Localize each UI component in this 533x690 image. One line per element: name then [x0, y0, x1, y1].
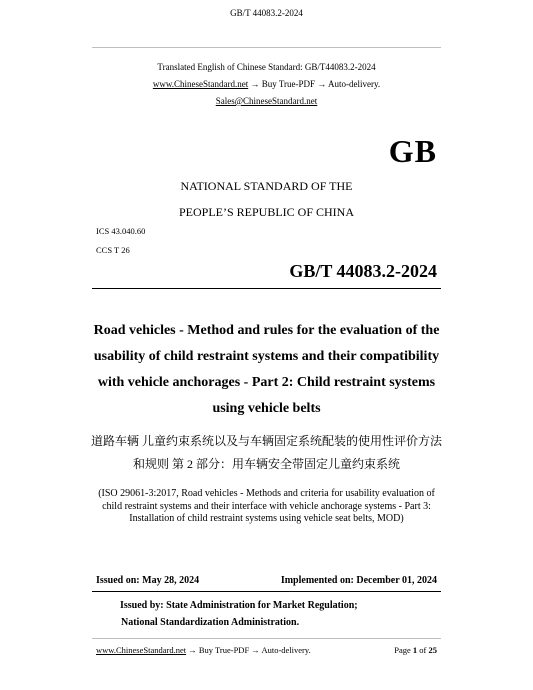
- footer-chinesestandard-link[interactable]: www.ChineseStandard.net: [96, 645, 187, 655]
- footer-rule: [92, 638, 441, 639]
- ccs-code: CCS T 26: [96, 245, 130, 255]
- dates-rule: [92, 591, 441, 592]
- page-total: 25: [428, 645, 437, 655]
- page-indicator: [394, 645, 437, 655]
- iso-note-line: Installation of child restraint systems using vehicle seat belts, MOD): [129, 513, 404, 524]
- chinese-title: [0, 430, 533, 476]
- issuer-block: [120, 597, 358, 631]
- chinese-title-line: 道路车辆 儿童约束系统以及与车辆固定系统配装的使用性评价方法: [90, 434, 442, 448]
- footer-buy-text: → Buy True-PDF → Auto-delivery.: [186, 645, 311, 655]
- email-line: [0, 95, 533, 108]
- chinese-title-line: 和规则 第 2 部分：用车辆安全带固定儿童约束系统: [132, 457, 400, 471]
- english-title: [0, 318, 533, 422]
- page-label: Page: [394, 645, 411, 655]
- title-line: Road vehicles - Method and rules for the evaluation of the: [93, 323, 440, 338]
- issuer-line: National Standardization Administration.: [121, 617, 300, 628]
- national-standard-line1: NATIONAL STANDARD OF THE: [180, 179, 353, 193]
- chinesestandard-link[interactable]: www.ChineseStandard.net: [152, 79, 249, 89]
- standard-number: GB/T 44083.2-2024: [289, 261, 437, 281]
- title-line: usability of child restraint systems and their compatibility: [93, 349, 440, 364]
- sales-email-link[interactable]: Sales@ChineseStandard.net: [215, 96, 318, 106]
- header-rule: [92, 47, 441, 48]
- footer-buy-line: [96, 645, 311, 655]
- gb-mark: GB: [388, 133, 437, 169]
- ics-code: ICS 43.040.60: [96, 226, 146, 236]
- translation-note: Translated English of Chinese Standard: GB/T44083.2-2024: [157, 62, 376, 72]
- national-standard-line2: PEOPLE’S REPUBLIC OF CHINA: [178, 205, 355, 219]
- iso-equivalence-note: [0, 488, 533, 526]
- title-line: using vehicle belts: [212, 401, 321, 416]
- translation-buy-line: [0, 78, 533, 91]
- title-line: with vehicle anchorages - Part 2: Child restraint systems: [97, 375, 436, 390]
- issuer-line: Issued by: State Administration for Market Regulation;: [120, 600, 358, 611]
- iso-note-line: (ISO 29061-3:2017, Road vehicles - Methods and criteria for usability evaluation of: [98, 488, 435, 499]
- issued-date: Issued on: May 28, 2024: [96, 575, 200, 586]
- page-current: 1: [412, 645, 418, 655]
- standard-number-rule: [92, 288, 441, 289]
- iso-note-line: child restraint systems and their interface with vehicle anchorage systems - Part 3:: [102, 500, 431, 512]
- implemented-date: Implemented on: December 01, 2024: [280, 575, 437, 586]
- page-of: of: [419, 645, 427, 655]
- buy-text: → Buy True-PDF → Auto-delivery.: [248, 79, 381, 89]
- running-header: GB/T 44083.2-2024: [230, 8, 303, 18]
